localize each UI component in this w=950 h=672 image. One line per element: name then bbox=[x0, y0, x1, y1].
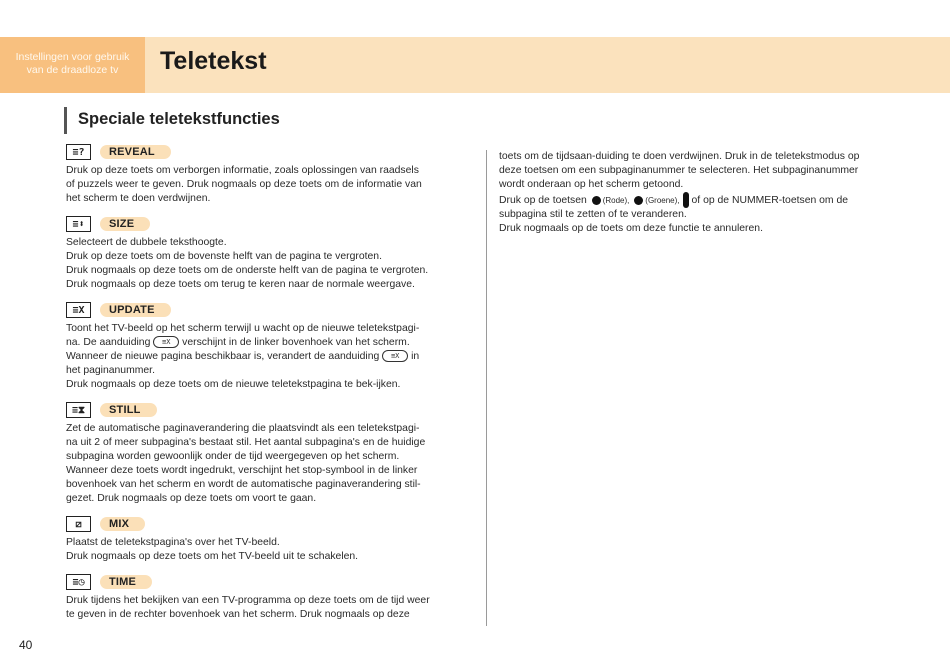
section-tab-line1: Instellingen voor gebruik bbox=[15, 51, 130, 63]
time-description bbox=[66, 594, 474, 622]
text-fragment: of op de NUMMER-toetsen om de bbox=[691, 194, 849, 206]
mix-icon: ⧄ bbox=[66, 516, 91, 532]
text-line: Druk tijdens het bekijken van een TV-programma op deze toets om de tijd weer bbox=[66, 595, 430, 606]
text-line: gezet. Druk nogmaals op deze toets om voort te gaan. bbox=[66, 493, 317, 504]
reveal-icon: ≡? bbox=[66, 144, 91, 160]
text-fragment: Wanneer de nieuwe pagina beschikbaar is, verandert de aanduiding bbox=[66, 351, 380, 362]
still-icon: ≡⧗ bbox=[66, 402, 91, 418]
feature-still bbox=[66, 400, 474, 506]
text-line: wordt onderaan op het scherm getoond. bbox=[499, 179, 684, 190]
page-title: Teletekst bbox=[160, 47, 267, 75]
text-fragment: na. De aanduiding bbox=[66, 337, 151, 348]
text-line: Selecteert de dubbele teksthoogte. bbox=[66, 237, 227, 248]
text-line: het paginanummer. bbox=[66, 365, 155, 376]
right-column bbox=[499, 150, 907, 236]
green-label: (Groene), bbox=[645, 195, 680, 205]
still-label: STILL bbox=[100, 403, 157, 417]
text-line: Druk nogmaals op deze toets om het TV-beeld uit te schakelen. bbox=[66, 551, 359, 562]
still-description bbox=[66, 422, 474, 506]
feature-size bbox=[66, 214, 474, 292]
update-icon: ≡X bbox=[66, 302, 91, 318]
text-line: Toont het TV-beeld op het scherm terwijl u wacht op de nieuwe teletekstpagi- bbox=[66, 323, 420, 334]
text-line: Plaatst de teletekstpagina's over het TV-beeld. bbox=[66, 537, 280, 548]
text-line bbox=[499, 192, 907, 208]
update-description bbox=[66, 322, 474, 392]
feature-mix bbox=[66, 514, 474, 564]
update-indicator-icon: ≡X bbox=[153, 336, 179, 348]
update-indicator-icon: ≡X bbox=[382, 350, 408, 362]
left-column bbox=[66, 142, 474, 630]
mix-description bbox=[66, 536, 474, 564]
text-line: deze toetsen om een subpaginanummer te selecteren. Het subpaginanummer bbox=[499, 165, 859, 176]
text-line: Zet de automatische paginaverandering die plaatsvindt als een teletekstpagi- bbox=[66, 423, 420, 434]
reveal-description bbox=[66, 164, 474, 206]
feature-reveal bbox=[66, 142, 474, 206]
text-fragment: in bbox=[411, 351, 420, 362]
text-line: Druk nogmaals op deze toets om de onderste helft van de pagina te vergroten. bbox=[66, 265, 429, 276]
mix-label: MIX bbox=[100, 517, 145, 531]
text-line: Druk nogmaals op deze toets om terug te keren naar de normale weergave. bbox=[66, 279, 415, 290]
time-description-continued bbox=[499, 150, 907, 236]
feature-update bbox=[66, 300, 474, 392]
text-line: Druk nogmaals op deze toets om de nieuwe teletekstpagina te bek-ijken. bbox=[66, 379, 401, 390]
update-label: UPDATE bbox=[100, 303, 171, 317]
text-line: het scherm te doen verdwijnen. bbox=[66, 193, 211, 204]
time-label: TIME bbox=[100, 575, 152, 589]
red-button-icon bbox=[592, 196, 601, 205]
text-line: bovenhoek van het scherm en wordt de automatische paginaverandering stil- bbox=[66, 479, 421, 490]
red-label: (Rode), bbox=[602, 195, 630, 205]
text-line: na uit 2 of meer subpagina's bestaat stil. Het aantal subpagina's en de huidige bbox=[66, 437, 426, 448]
green-button-icon bbox=[634, 196, 643, 205]
text-line: subpagina stil te zetten of te veranderen. bbox=[499, 209, 687, 220]
feature-time bbox=[66, 572, 474, 622]
size-label: SIZE bbox=[100, 217, 150, 231]
text-line bbox=[66, 350, 474, 364]
section-tab bbox=[0, 37, 145, 93]
time-icon: ≡◷ bbox=[66, 574, 91, 590]
text-line: of puzzels weer te geven. Druk nogmaals op deze toets om de informatie van bbox=[66, 179, 422, 190]
text-line: Wanneer deze toets wordt ingedrukt, verschijnt het stop-symbool in de linker bbox=[66, 465, 418, 476]
text-line bbox=[66, 336, 474, 350]
page-number: 40 bbox=[19, 638, 33, 652]
text-line: Druk op deze toets om de bovenste helft van de pagina te vergroten. bbox=[66, 251, 382, 262]
text-fragment: Druk op de toetsen bbox=[499, 194, 587, 206]
text-line: subpagina worden gewoonlijk onder de tijd weergegeven op het scherm. bbox=[66, 451, 400, 462]
text-fragment: verschijnt in de linker bovenhoek van het scherm. bbox=[182, 337, 410, 348]
size-description bbox=[66, 236, 474, 292]
section-tab-line2: van de draadloze tv bbox=[26, 64, 119, 76]
text-line: Druk nogmaals op de toets om deze functie te annuleren. bbox=[499, 223, 763, 234]
text-line: Druk op deze toets om verborgen informatie, zoals oplossingen van raadsels bbox=[66, 165, 419, 176]
subsection-title: Speciale teletekstfuncties bbox=[64, 107, 280, 134]
text-line: toets om de tijdsaan-duiding te doen verdwijnen. Druk in de teletekstmodus op bbox=[499, 151, 860, 162]
column-divider bbox=[486, 150, 487, 626]
reveal-label: REVEAL bbox=[100, 145, 171, 159]
text-line: te geven in de rechter bovenhoek van het scherm. Druk nogmaals op deze bbox=[66, 609, 410, 620]
page-button-icon bbox=[683, 192, 689, 208]
size-icon: ≡⬍ bbox=[66, 216, 91, 232]
